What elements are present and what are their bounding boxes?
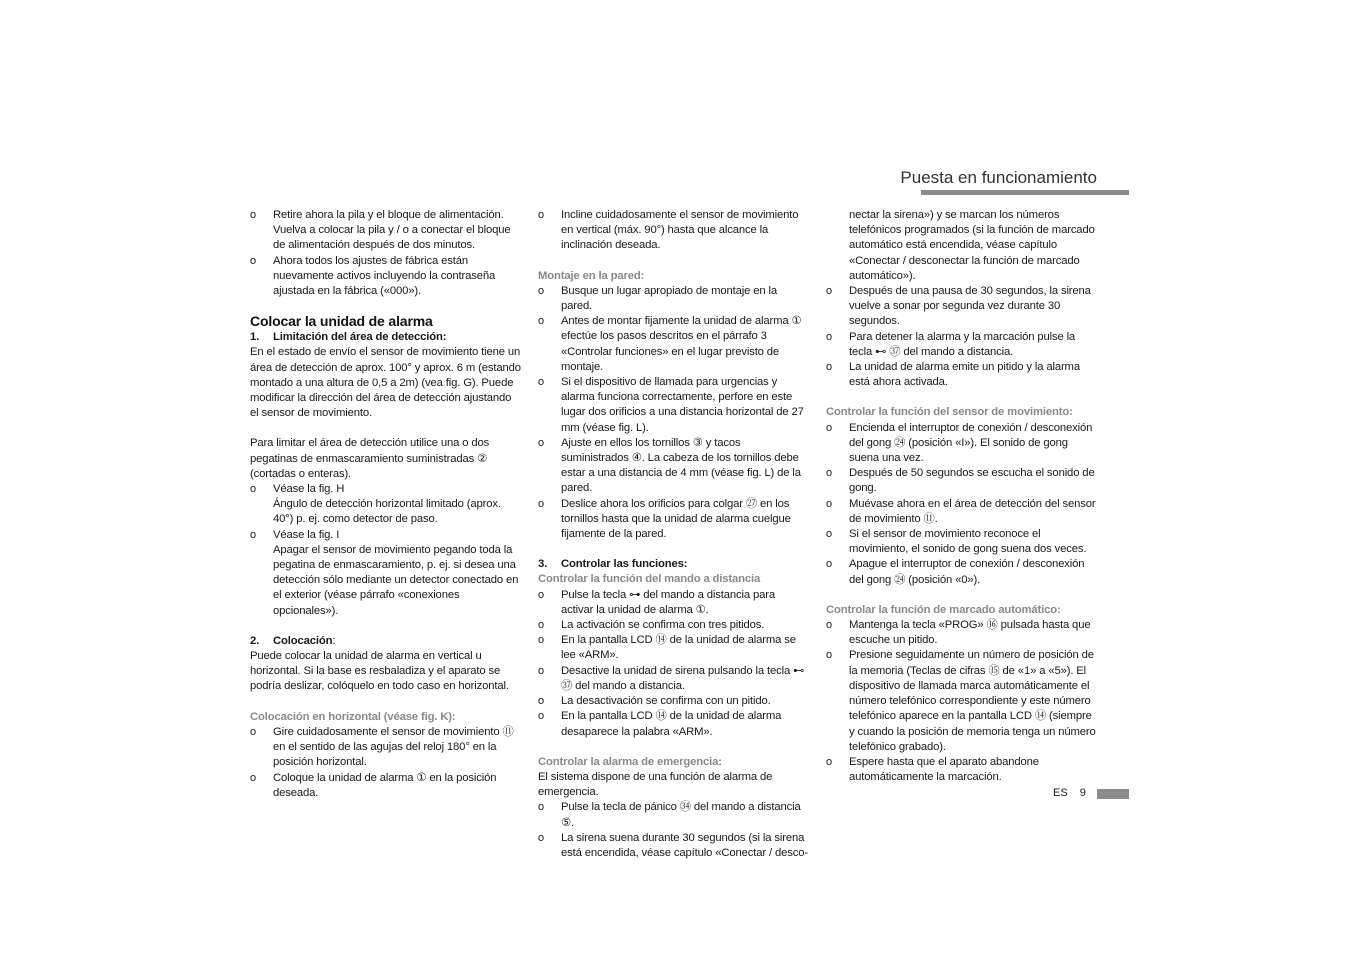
subheading: Controlar la función de marcado automático:: [826, 603, 1061, 616]
bullet-icon: o: [826, 467, 832, 480]
bullet-icon: o: [538, 831, 544, 844]
bullet-icon: o: [826, 361, 832, 374]
numbered-heading: 3. Controlar las funciones:: [538, 558, 688, 571]
page-number: 9: [1079, 787, 1086, 799]
section-title: Colocar la unidad de alarma: [250, 313, 433, 330]
bullet-icon: o: [538, 664, 544, 677]
list-item: o Retire ahora la pila y el bloque de alimentación. Vuelva a colocar la pila y / o a conectar el bloque de alimentación después de dos minutos.: [250, 209, 511, 252]
bullet-icon: o: [826, 285, 832, 298]
bullet-icon: o: [826, 497, 832, 510]
bullet-icon: o: [538, 376, 544, 389]
list-item: o En la pantalla LCD ⑭ de la unidad de alarma se lee «ARM».: [538, 634, 796, 662]
bullet-icon: o: [538, 634, 544, 647]
list-item: o La sirena suena durante 30 segundos (si la sirena está encendida, véase capítulo «Conectar / desco-: [538, 831, 808, 859]
subheading: Controlar la función del mando a distancia: [538, 573, 761, 586]
list-item: o Para detener la alarma y la marcación pulse la tecla ⊷ ㊲ del mando a distancia.: [826, 330, 1076, 358]
bullet-icon: o: [826, 755, 832, 768]
list-item: o Después de 50 segundos se escucha el sonido de gong.: [826, 467, 1095, 495]
bullet-icon: o: [250, 483, 256, 496]
list-item: o La desactivación se confirma con un pitido.: [538, 694, 810, 709]
bullet-icon: o: [826, 421, 832, 434]
bullet-icon: o: [538, 710, 544, 723]
numbered-heading: 2. Colocación:: [250, 634, 336, 647]
list-item: o Apague el interruptor de conexión / desconexión del gong ㉔ (posición «0»).: [826, 558, 1085, 586]
list-item: o Pulse la tecla de pánico ㉞ del mando a distancia ⑤.: [538, 801, 801, 829]
list-item: o Ajuste en ellos los tornillos ③ y tacos suministrados ④. La cabeza de los tornillos debe estar a una distancia de 4 mm (véase fig. L) de la pared.: [538, 436, 801, 495]
bullet-icon: o: [826, 649, 832, 662]
list-item: o Ahora todos los ajustes de fábrica están nuevamente activos incluyendo la contraseña ajustada en la fábrica («000»).: [250, 254, 496, 298]
bullet-icon: o: [250, 725, 256, 738]
header-rule: [921, 190, 1129, 195]
page-footer: [1053, 787, 1086, 799]
column-middle: [538, 208, 810, 861]
page-title: Puesta en funcionamiento: [900, 168, 1097, 187]
subheading: Controlar la función del sensor de movimiento:: [826, 406, 1073, 419]
column-left: [250, 208, 522, 801]
list-item: o Antes de montar fijamente la unidad de alarma ① efectúe los pasos descritos en el párrafo 3 «Controlar funciones» en el lugar previsto de montaje.: [538, 315, 802, 373]
list-item: o Si el dispositivo de llamada para urgencias y alarma funciona correctamente, perfore en este lugar dos orificios a una distancia horizontal de 27 mm (véase fig. L).: [538, 376, 804, 434]
bullet-icon: o: [538, 315, 544, 328]
list-item: o Mantenga la tecla «PROG» ⑯ pulsada hasta que escuche un pitido.: [826, 619, 1091, 647]
subheading: Colocación en horizontal (véase fig. K):: [250, 710, 456, 723]
bullet-icon: o: [250, 771, 256, 784]
bullet-icon: o: [538, 284, 544, 297]
bullet-icon: o: [538, 801, 544, 814]
language-label: ES: [1053, 787, 1068, 799]
bullet-icon: o: [826, 558, 832, 571]
list-item: o Pulse la tecla ⊶ del mando a distancia para activar la unidad de alarma ①.: [538, 588, 775, 616]
column-right: [826, 208, 1098, 785]
list-item: o La activación se confirma con tres pitidos.: [538, 618, 810, 633]
bullet-icon: o: [250, 209, 256, 221]
footer-bar: [1097, 789, 1129, 799]
list-item: o Coloque la unidad de alarma ① en la posición deseada.: [250, 771, 497, 799]
paragraph: El sistema dispone de una función de alarma de emergencia.: [538, 770, 773, 799]
bullet-icon: o: [538, 436, 544, 449]
list-item: o En la pantalla LCD ⑭ de la unidad de alarma desaparece la palabra «ARM».: [538, 710, 782, 738]
list-item: o La unidad de alarma emite un pitido y la alarma está ahora activada.: [826, 361, 1080, 389]
paragraph: En el estado de envío el sensor de movimiento tiene un área de detección de aprox. 100° y aprox. 6 m (estando montado a una altura de 0,5 a 2m) (vea fig. G). Puede modificar la dirección del área de detección ajustando el sensor de movimiento.: [250, 346, 521, 420]
list-item: o Véase la fig. H Ángulo de detección horizontal limitado (aprox. 40°) p. ej. como detector de paso.: [250, 483, 501, 526]
list-item: o Véase la fig. I Apagar el sensor de movimiento pegando toda la pegatina de enmascaramiento, p. ej. si desea una detección sólo mediante un detector conectado en el exterior (véase párrafo «conexiones opcionales»).: [250, 528, 519, 617]
list-item: o Desactive la unidad de sirena pulsando la tecla ⊷ ㊲ del mando a distancia.: [538, 664, 805, 692]
paragraph: Para limitar el área de detección utilice una o dos pegatinas de enmascaramiento suministradas ② (cortadas o enteras).: [250, 437, 490, 480]
paragraph: nectar la sirena») y se marcan los números telefónicos programados (si la función de marcado automático está encendida, véase capítulo «Conectar / desconectar la función de marcado automático»).: [849, 209, 1095, 282]
bullet-icon: o: [250, 528, 256, 541]
list-item: o Encienda el interruptor de conexión / desconexión del gong ㉔ (posición «I»). El sonido de gong suena una vez.: [826, 421, 1093, 465]
list-item: o Espere hasta que el aparato abandone automáticamente la marcación.: [826, 755, 1039, 784]
bullet-icon: o: [538, 588, 544, 601]
subheading: Montaje en la pared:: [538, 269, 645, 282]
bullet-icon: o: [826, 330, 832, 343]
subheading: Controlar la alarma de emergencia:: [538, 755, 722, 768]
bullet-icon: o: [826, 528, 832, 541]
list-item: o Muévase ahora en el área de detección del sensor de movimiento ⑪.: [826, 497, 1096, 525]
numbered-heading: 1. Limitación del área de detección:: [250, 331, 447, 344]
list-item: o Gire cuidadosamente el sensor de movimiento ⑪ en el sentido de las agujas del reloj 180° en la posición horizontal.: [250, 725, 514, 769]
list-item: o Incline cuidadosamente el sensor de movimiento en vertical (máx. 90°) hasta que alcance la inclinación deseada.: [538, 209, 799, 252]
bullet-icon: o: [538, 497, 544, 510]
list-item: o Deslice ahora los orificios para colgar ㉗ en los tornillos hasta que la unidad de alarma cuelgue fijamente de la pared.: [538, 497, 791, 541]
list-item: o Después de una pausa de 30 segundos, la sirena vuelve a sonar por segunda vez durante 30 segundos.: [826, 285, 1091, 328]
paragraph: Puede colocar la unidad de alarma en vertical u horizontal. Si la base es resbaladiza y el aparato se podría deslizar, colóquelo en todo caso en horizontal.: [250, 650, 509, 693]
list-item: o Presione seguidamente un número de posición de la memoria (Teclas de cifras ⑮ de «1» a «5»). El dispositivo de llamada marca automáticamente el número telefónico correspondiente y este número telefónico aparece en la pantalla LCD ⑭ (siempre y cuando la posición de memoria tenga un número telefónico grabado).: [826, 649, 1096, 753]
bullet-icon: o: [538, 619, 544, 632]
bullet-icon: o: [250, 254, 256, 267]
bullet-icon: o: [538, 209, 544, 221]
list-item: o Busque un lugar apropiado de montaje en la pared.: [538, 284, 778, 313]
bullet-icon: o: [538, 695, 544, 708]
bullet-icon: o: [826, 619, 832, 632]
list-item: o Si el sensor de movimiento reconoce el movimiento, el sonido de gong suena dos veces.: [826, 528, 1087, 556]
